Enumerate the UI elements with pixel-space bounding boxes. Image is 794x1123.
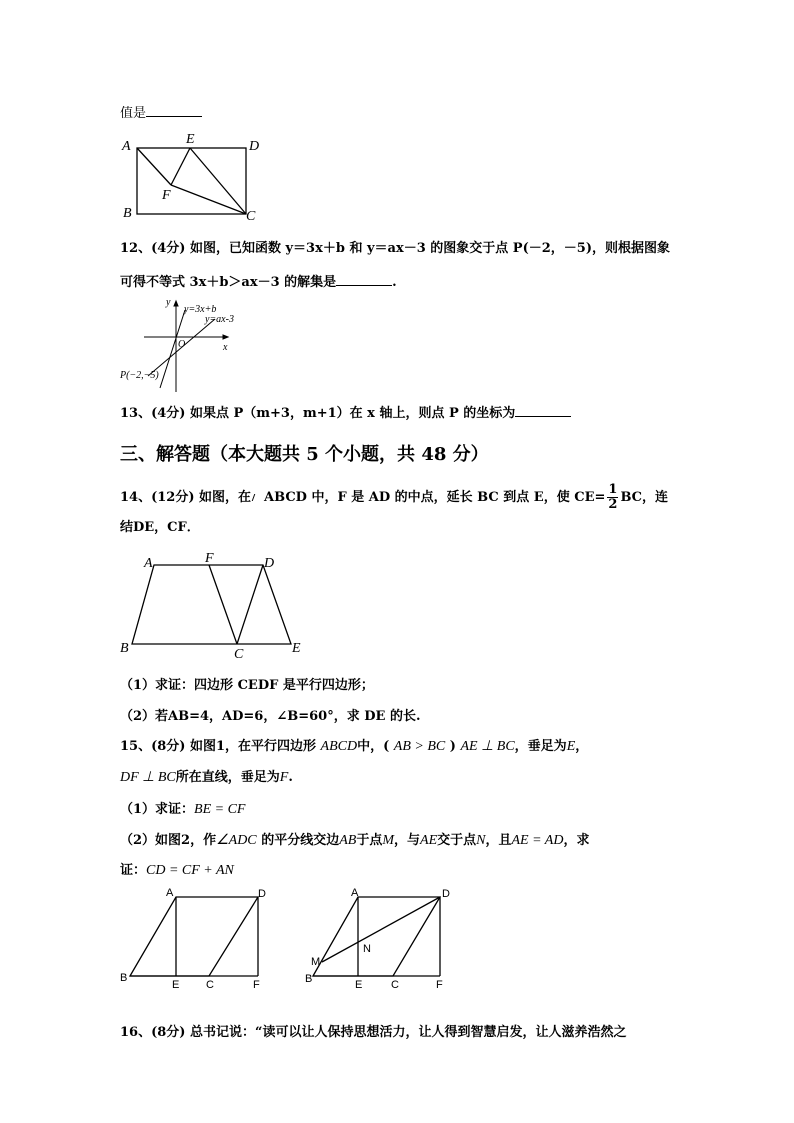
label-e: E	[292, 641, 301, 656]
q15-ae-eq-ad: AE = AD	[511, 833, 564, 848]
fig1-label-b: B	[120, 972, 128, 984]
q12-period: .	[392, 275, 397, 290]
q15-n: N	[476, 833, 486, 848]
q15-part2-k: ，且	[485, 833, 512, 848]
fraction-denominator: 2	[608, 497, 618, 512]
graph-point-p-label: P(−2,−5)	[120, 370, 159, 381]
q15-line1-a: 15、(8分) 如图1，在平行四边形	[120, 739, 317, 754]
fig2-label-c: C	[391, 979, 399, 991]
fig1-label-f: F	[253, 979, 260, 991]
q15-line4-a: 证：	[120, 863, 147, 878]
q11-answer-line	[120, 104, 202, 123]
section-heading: 三、解答题（本大题共 5 个小题，共 48 分）	[120, 444, 489, 465]
q15-line4	[120, 862, 234, 880]
graph-x-label: x	[223, 342, 228, 353]
q15-part2-m: ，求	[563, 833, 590, 848]
q15-part2-c: 的平分线交边	[261, 833, 340, 848]
q15-part1	[120, 801, 246, 819]
q15-abcd: ABCD	[320, 739, 358, 754]
label-c: C	[246, 209, 256, 224]
fig1-label-d: D	[258, 888, 266, 900]
q15-line1-c: 中，(	[357, 739, 390, 754]
parallelogram-symbol	[252, 494, 264, 501]
fig2-label-b: B	[305, 973, 313, 985]
q15-m: M	[382, 833, 394, 848]
label-f: F	[162, 188, 171, 203]
answer-blank[interactable]	[146, 104, 202, 117]
q14-line1-b: ABCD 中，F 是 AD 的中点，延长 BC 到点 E，使 CE=	[264, 490, 606, 505]
q14-line1-c: BC，连	[620, 490, 669, 505]
answer-blank[interactable]	[336, 273, 392, 286]
q15-line2-b: 所在直线，垂足为	[175, 770, 280, 785]
label-c: C	[234, 647, 244, 662]
q15-part1-a: （1）求证：	[120, 802, 195, 817]
q12-line2-text: 可得不等式 3x＋b＞ax－3 的解集是	[120, 275, 337, 290]
fig1-label-e: E	[172, 979, 180, 991]
label-e: E	[186, 132, 195, 147]
label-f: F	[205, 551, 214, 566]
q11-tail-text: 值是	[120, 106, 147, 121]
q14-line2: 结DE，CF．	[120, 520, 200, 535]
q15-angle-adc: ∠ADC	[216, 833, 257, 848]
q15-line1-e: )	[449, 739, 456, 754]
q15-line1	[120, 738, 588, 756]
label-a: A	[144, 556, 153, 571]
fig2-label-f: F	[436, 979, 443, 991]
fig1-label-a: A	[166, 887, 174, 899]
q15-be-eq-cf: BE = CF	[194, 802, 246, 817]
graph-line2-label: y=ax-3	[205, 314, 234, 325]
label-d: D	[264, 556, 275, 571]
label-b: B	[123, 206, 132, 221]
q12-line2	[120, 273, 397, 292]
q15-part2-g: ，与	[394, 833, 421, 848]
fig2-label-a: A	[351, 887, 359, 899]
q15-ae: AE	[420, 833, 438, 848]
q15-df-perp-bc: DF ⊥ BC	[120, 770, 176, 785]
q12-line1: 12、(4分) 如图，已知函数 y＝3x＋b 和 y＝ax－3 的图象交于点 P(－2，－5)，则根据图象	[120, 241, 670, 256]
q15-cd-eq: CD = CF + AN	[146, 863, 234, 878]
graph-origin-label: O	[178, 339, 186, 350]
q16-text: 16、(8分) 总书记说：“读可以让人保持思想活力，让人得到智慧启发，让人滋养浩然之	[120, 1025, 627, 1040]
label-b: B	[120, 641, 129, 656]
q15-part2	[120, 832, 589, 850]
fig2-label-n: N	[363, 943, 371, 955]
q13-text-body: 13、(4分) 如果点 P（m+3，m+1）在 x 轴上，则点 P 的坐标为	[120, 406, 516, 421]
q15-line2-d: .	[288, 770, 293, 785]
answer-blank[interactable]	[515, 404, 571, 417]
q15-e: E	[566, 739, 576, 754]
fig2-label-m: M	[311, 956, 321, 968]
q13-text	[120, 404, 571, 423]
q15-part2-e: 于点	[356, 833, 383, 848]
q15-line2	[120, 769, 293, 787]
q15-ae-perp-bc: AE ⊥ BC	[460, 739, 515, 754]
q14-part1: （1）求证：四边形 CEDF 是平行四边形；	[120, 678, 374, 693]
q15-ab-gt-bc: AB > BC	[393, 739, 446, 754]
q15-line1-g: ，垂足为	[514, 739, 567, 754]
q14-part2: （2）若AB=4，AD=6，∠B=60°，求 DE 的长.	[120, 709, 421, 724]
label-d: D	[249, 139, 260, 154]
q14-line1	[120, 483, 668, 513]
q15-f: F	[279, 770, 289, 785]
graph-line1-label: y=3x+b	[184, 304, 217, 315]
q15-line1-i: ，	[575, 739, 589, 754]
q14-line1-a: 14、(12分) 如图，在	[120, 490, 252, 505]
fig1-label-c: C	[206, 979, 214, 991]
label-a: A	[122, 139, 131, 154]
fraction-one-half	[607, 483, 618, 512]
q15-part2-a: （2）如图2，作	[120, 833, 217, 848]
fraction-numerator: 1	[608, 482, 618, 497]
fig2-label-e: E	[355, 979, 363, 991]
q15-part2-i: 交于点	[437, 833, 477, 848]
graph-y-label: y	[166, 297, 171, 308]
fig2-label-d: D	[442, 888, 450, 900]
q15-ab: AB	[339, 833, 357, 848]
